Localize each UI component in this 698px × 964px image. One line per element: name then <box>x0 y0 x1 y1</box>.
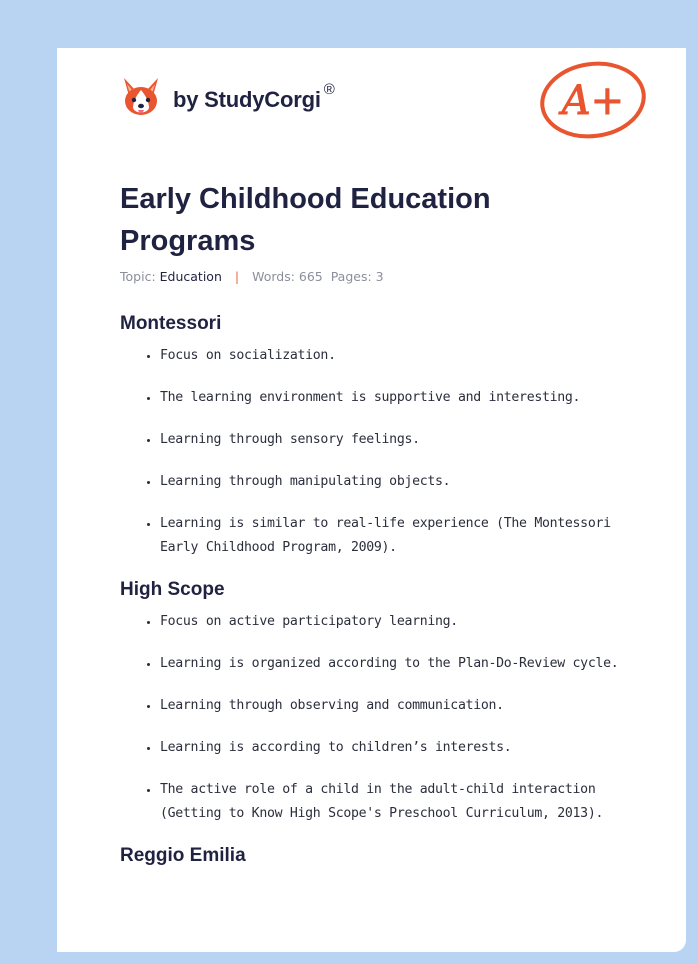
list-item: • Learning through observing and communication. <box>160 694 630 718</box>
page-count: Pages: 3 <box>330 269 384 284</box>
list-item: • Focus on socialization. <box>160 344 630 368</box>
article-body <box>120 306 630 876</box>
registered-mark: ® <box>323 81 335 98</box>
montessori-list <box>120 344 630 560</box>
word-count: Words: 665 <box>252 269 323 284</box>
page-title: Early Childhood Education Programs <box>120 183 491 257</box>
list-item: • Learning through sensory feelings. <box>160 428 630 452</box>
brand-name <box>173 81 335 113</box>
document-page <box>57 48 686 952</box>
article-meta <box>120 269 384 284</box>
topic-link[interactable]: Education <box>159 269 222 284</box>
section-heading-reggio-emilia: Reggio Emilia <box>120 845 246 866</box>
list-item: • Focus on active participatory learning. <box>160 610 630 634</box>
brand-text: by StudyCorgi <box>173 87 321 112</box>
list-item: • The learning environment is supportive and interesting. <box>160 386 630 410</box>
list-item: • Learning through manipulating objects. <box>160 470 630 494</box>
a-plus-icon <box>538 60 648 140</box>
high-scope-list <box>120 610 630 826</box>
studycorgi-logo[interactable] <box>121 76 335 120</box>
list-item: • Learning is similar to real-life experience (The Montessori Early Childhood Program, 2009). <box>160 512 630 560</box>
list-item: • Learning is organized according to the Plan-Do-Review cycle. <box>160 652 630 676</box>
grade-badge <box>538 60 648 144</box>
grade-text: A+ <box>561 78 625 124</box>
topic-label: Topic: <box>120 269 156 284</box>
section-heading-high-scope: High Scope <box>120 579 225 600</box>
list-item: • The active role of a child in the adult-child interaction (Getting to Know High Scope's Preschool Curriculum, 2013). <box>160 778 630 826</box>
corgi-icon <box>121 76 161 120</box>
meta-separator: | <box>234 269 240 284</box>
list-item: • Learning is according to children’s interests. <box>160 736 630 760</box>
section-heading-montessori: Montessori <box>120 313 222 334</box>
